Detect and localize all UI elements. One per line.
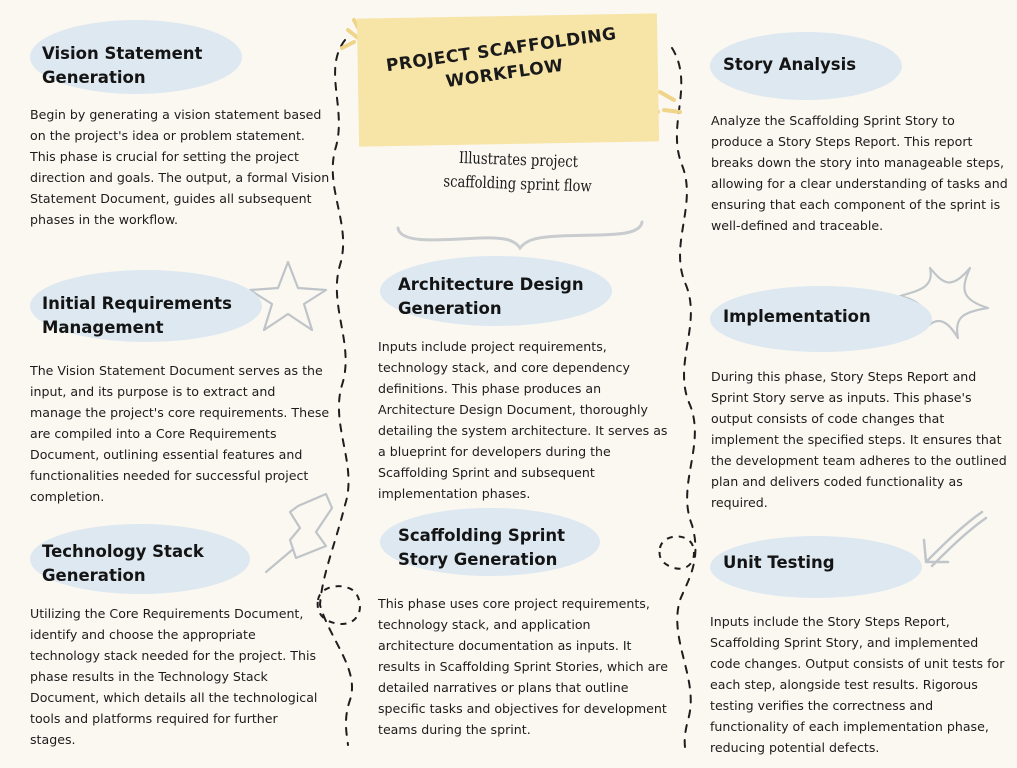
section-text-implementation: During this phase, Story Steps Report and Sprint Story serve as inputs. This phase's output consists of code changes that implement the specified steps. It ensures that the development team adheres to the outlined plan and delivers coded functionality as required. [711,369,1007,510]
page-title: PROJECT SCAFFOLDING WORKFLOW [384,24,618,93]
dashed-loop-right [660,536,694,568]
section-text-testing: Inputs include the Story Steps Report, Scaffolding Sprint Story, and implemented code changes. Output consists of unit tests for each step, alongside test results. Rigorous testing verifies the correctness and functionality of each implementation phase, reducing potential defects. [710,614,1005,755]
section-text-sprint: This phase uses core project requirements, technology stack, and application architecture documentation as inputs. It results in Scaffolding Sprint Stories, which are detailed narratives or plans that outline specific tasks and objectives for development teams during the sprint. [378,596,668,737]
section-heading-story: Story Analysis [723,55,857,74]
arrow-doodle-icon [924,512,986,566]
section-text-techstack: Utilizing the Core Requirements Document, identify and choose the appropriate technology stack needed for the project. This phase results in the Technology Stack Document, which details all the technological tools and platforms required for further stages. [30,606,318,747]
section-heading-implementation: Implementation [723,307,871,326]
section-heading-techstack: Technology Stack Generation [42,542,204,585]
section-text-architecture: Inputs include project requirements, technology stack, and core dependency definitions. This phase produces an Architecture Design Document, thoroughly detailing the system architecture. It serves as a blueprint for developers during the Scaffolding Sprint and subsequent implementation phases. [378,339,668,501]
section-heading-testing: Unit Testing [723,553,835,572]
section-heading-vision: Vision Statement Generation [42,44,203,87]
section-heading-requirements: Initial Requirements Management [42,294,232,337]
star-doodle-icon [250,262,326,330]
brace-doodle-icon [398,222,642,248]
section-heading-sprint: Scaffolding Sprint Story Generation [398,526,566,569]
section-heading-architecture: Architecture Design Generation [398,275,584,318]
section-text-vision: Begin by generating a vision statement based on the project's idea or problem statement. This phase is crucial for setting the project direction and goals. The output, a formal Vision Statement Document, guides all subsequent phases in the workflow. [30,107,330,227]
section-text-story: Analyze the Scaffolding Sprint Story to produce a Story Steps Report. This report breaks down the story into manageable steps, allowing for a clear understanding of tasks and ensuring that each component of the sprint is well-defined and traceable. [711,113,1008,233]
page-subtitle: Illustrates project scaffolding sprint flow [443,147,593,196]
section-text-requirements: The Vision Statement Document serves as the input, and its purpose is to extract and manage the project's core requirements. These are compiled into a Core Requirements Document, outlining essential features and functionalities needed for successful project completion. [30,363,330,504]
